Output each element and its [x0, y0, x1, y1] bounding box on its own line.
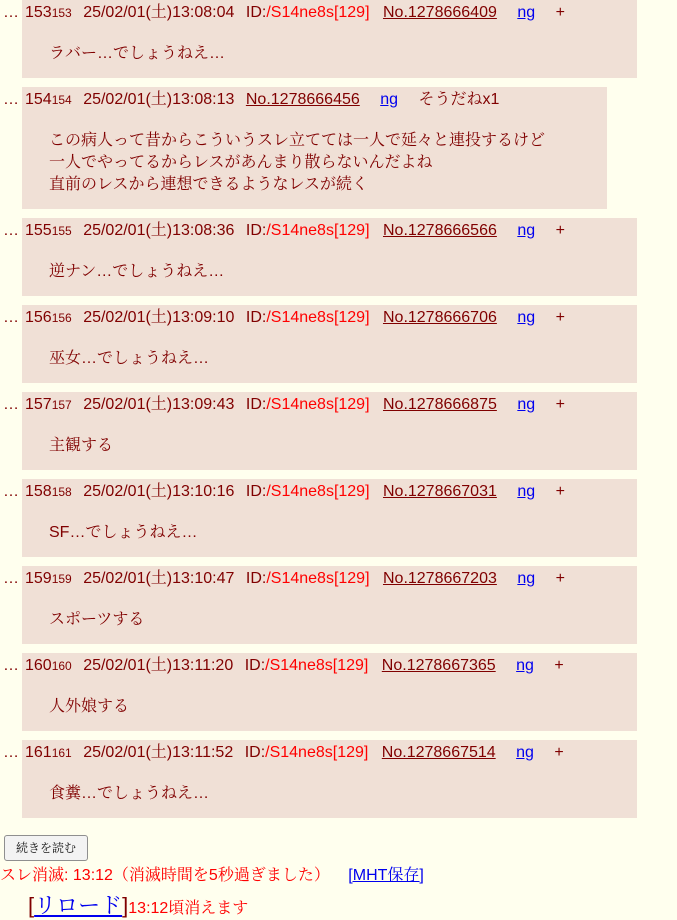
reload-bracket-open: [ — [28, 893, 35, 918]
post-id-value: /S14ne8s[129] — [266, 309, 370, 326]
post-no-link[interactable]: No.1278667203 — [382, 570, 497, 587]
post-number: 157 — [25, 396, 52, 413]
reload-bracket-close: ] — [122, 893, 129, 918]
read-more-button[interactable]: 続きを読む — [4, 835, 88, 861]
post-id-label: ID: — [245, 483, 267, 500]
post-block — [22, 305, 637, 383]
post-header — [25, 569, 633, 589]
post-body — [49, 783, 633, 805]
post-row — [0, 566, 677, 644]
post-body — [49, 522, 633, 544]
post-block — [22, 87, 607, 209]
post-number-small: 159 — [51, 572, 72, 586]
post-number: 155 — [25, 222, 52, 239]
soudane-plus-button[interactable]: + — [555, 483, 565, 500]
post-body-line: 逆ナン…でしょうねえ… — [49, 263, 225, 280]
soudane-plus-button[interactable]: + — [555, 222, 565, 239]
post-header — [25, 482, 633, 502]
post-number: 154 — [25, 91, 52, 108]
post-id-label: ID: — [245, 309, 267, 326]
post-number: 156 — [25, 309, 52, 326]
post-body-line: この病人って昔からこういうスレ立てては一人で延々と連投するけど — [49, 132, 546, 149]
post-date: 25/02/01(土)13:08:36 — [83, 222, 235, 239]
post-header — [25, 395, 633, 415]
reload-line — [28, 889, 677, 920]
post-collapse-toggle[interactable]: … — [3, 4, 19, 21]
post-body-line: 直前のレスから連想できるようなレスが続く — [49, 176, 369, 193]
post-no-link[interactable]: No.1278666409 — [382, 4, 497, 21]
post-date: 25/02/01(土)13:08:13 — [83, 91, 235, 108]
post-row — [0, 740, 677, 818]
post-id — [246, 309, 370, 326]
thread-expire-notice: スレ消滅: 13:12（消滅時間を5秒過ぎました） — [0, 867, 330, 884]
post-collapse-toggle[interactable]: … — [3, 744, 19, 761]
mht-save-link[interactable]: [MHT保存] — [348, 867, 424, 884]
post-collapse-toggle[interactable]: … — [3, 222, 19, 239]
post-block — [22, 479, 637, 557]
post-row — [0, 392, 677, 470]
post-id — [246, 222, 370, 239]
post-number-small: 153 — [51, 6, 72, 20]
post-number-small: 154 — [51, 93, 72, 107]
post-number-small: 157 — [51, 398, 72, 412]
post-date: 25/02/01(土)13:09:10 — [83, 309, 235, 326]
post-body — [49, 348, 633, 370]
post-date: 25/02/01(土)13:11:52 — [83, 744, 234, 761]
post-no-link[interactable]: No.1278666566 — [382, 222, 497, 239]
post-date: 25/02/01(土)13:11:20 — [83, 657, 234, 674]
post-id-value: /S14ne8s[129] — [265, 744, 369, 761]
post-number: 158 — [25, 483, 52, 500]
post-body-line: スポーツする — [49, 611, 145, 628]
post-date: 25/02/01(土)13:10:16 — [83, 483, 235, 500]
post-number-small: 160 — [51, 659, 72, 673]
ng-link[interactable]: ng — [516, 657, 534, 674]
thread-expire-time: 13:12頃消えます — [128, 900, 249, 917]
post-id — [246, 4, 370, 21]
post-body-line: ラバー…でしょうねえ… — [49, 45, 226, 62]
post-block — [22, 218, 637, 296]
post-body — [49, 696, 633, 718]
post-body-line: SF…でしょうねえ… — [49, 524, 198, 541]
post-id-label: ID: — [245, 570, 267, 587]
post-id-label: ID: — [244, 657, 266, 674]
post-number-small: 156 — [51, 311, 72, 325]
post-row — [0, 479, 677, 557]
post-body-line: 主観する — [49, 437, 114, 454]
post-header — [25, 656, 633, 676]
ng-link[interactable]: ng — [517, 570, 536, 587]
post-number-small: 155 — [51, 224, 72, 238]
post-header — [25, 90, 603, 110]
post-body-line: 巫女…でしょうねえ… — [49, 350, 210, 367]
ng-link[interactable]: ng — [517, 483, 536, 500]
post-id-label: ID: — [245, 4, 267, 21]
post-collapse-toggle[interactable]: … — [3, 483, 19, 500]
post-no-link[interactable]: No.1278667514 — [381, 744, 496, 761]
post-row — [0, 87, 677, 209]
post-number: 160 — [25, 657, 52, 674]
post-body — [49, 130, 603, 196]
post-no-link[interactable]: No.1278667365 — [381, 657, 496, 674]
post-id-label: ID: — [244, 744, 266, 761]
post-body-line: 一人でやってるからレスがあんまり散らないんだよね — [49, 154, 433, 171]
post-body — [49, 43, 633, 65]
post-number-small: 161 — [51, 746, 72, 760]
ng-link[interactable]: ng — [380, 91, 399, 108]
post-header — [25, 221, 633, 241]
post-id — [246, 396, 370, 413]
post-id-value: /S14ne8s[129] — [266, 222, 370, 239]
post-no-link[interactable]: No.1278667031 — [382, 483, 497, 500]
post-id-label: ID: — [245, 396, 267, 413]
soudane-plus-button[interactable]: + — [554, 744, 564, 761]
ng-link[interactable]: ng — [516, 744, 534, 761]
post-block — [22, 392, 637, 470]
post-row — [0, 305, 677, 383]
post-id — [245, 657, 369, 674]
post-no-link[interactable]: No.1278666875 — [382, 396, 497, 413]
post-number: 153 — [25, 4, 52, 21]
post-row — [0, 653, 677, 731]
post-row — [0, 218, 677, 296]
post-id-value: /S14ne8s[129] — [266, 4, 370, 21]
post-body — [49, 261, 633, 283]
post-header — [25, 743, 633, 763]
post-block — [22, 0, 637, 78]
post-number: 161 — [25, 744, 52, 761]
post-block — [22, 740, 637, 818]
post-body-line: 人外娘する — [49, 698, 130, 715]
post-number-small: 158 — [51, 485, 72, 499]
post-collapse-toggle[interactable]: … — [3, 396, 19, 413]
post-collapse-toggle[interactable]: … — [3, 309, 19, 326]
post-id-value: /S14ne8s[129] — [266, 483, 370, 500]
ng-link[interactable]: ng — [517, 396, 536, 413]
post-id-value: /S14ne8s[129] — [266, 396, 370, 413]
ng-link[interactable]: ng — [517, 309, 536, 326]
post-id — [245, 744, 369, 761]
post-body — [49, 435, 633, 457]
post-block — [22, 566, 637, 644]
post-no-link[interactable]: No.1278666456 — [245, 91, 360, 108]
soudane-plus-button[interactable]: + — [555, 309, 565, 326]
soudane-count: そうだねx1 — [418, 91, 500, 108]
post-id — [246, 483, 370, 500]
post-body-line: 食糞…でしょうねえ… — [49, 785, 210, 802]
post-collapse-toggle[interactable]: … — [3, 657, 19, 674]
post-id — [246, 570, 370, 587]
post-number: 159 — [25, 570, 52, 587]
post-row — [0, 0, 677, 78]
soudane-plus-button[interactable]: + — [554, 657, 564, 674]
post-body — [49, 609, 633, 631]
post-date: 25/02/01(土)13:09:43 — [83, 396, 235, 413]
reload-link[interactable]: リロード — [34, 893, 123, 918]
post-collapse-toggle[interactable]: … — [3, 91, 19, 108]
post-id-label: ID: — [245, 222, 267, 239]
ng-link[interactable]: ng — [517, 222, 536, 239]
post-block — [22, 653, 637, 731]
post-header — [25, 3, 633, 23]
ng-link[interactable]: ng — [517, 4, 536, 21]
post-date: 25/02/01(土)13:10:47 — [83, 570, 235, 587]
soudane-plus-button[interactable]: + — [555, 570, 565, 587]
post-header — [25, 308, 633, 328]
thread-expire-line — [0, 866, 677, 885]
post-id-value: /S14ne8s[129] — [266, 570, 370, 587]
soudane-plus-button[interactable]: + — [555, 4, 565, 21]
post-id-value: /S14ne8s[129] — [265, 657, 369, 674]
post-collapse-toggle[interactable]: … — [3, 570, 19, 587]
soudane-plus-button[interactable]: + — [555, 396, 565, 413]
post-no-link[interactable]: No.1278666706 — [382, 309, 497, 326]
post-date: 25/02/01(土)13:08:04 — [83, 4, 235, 21]
